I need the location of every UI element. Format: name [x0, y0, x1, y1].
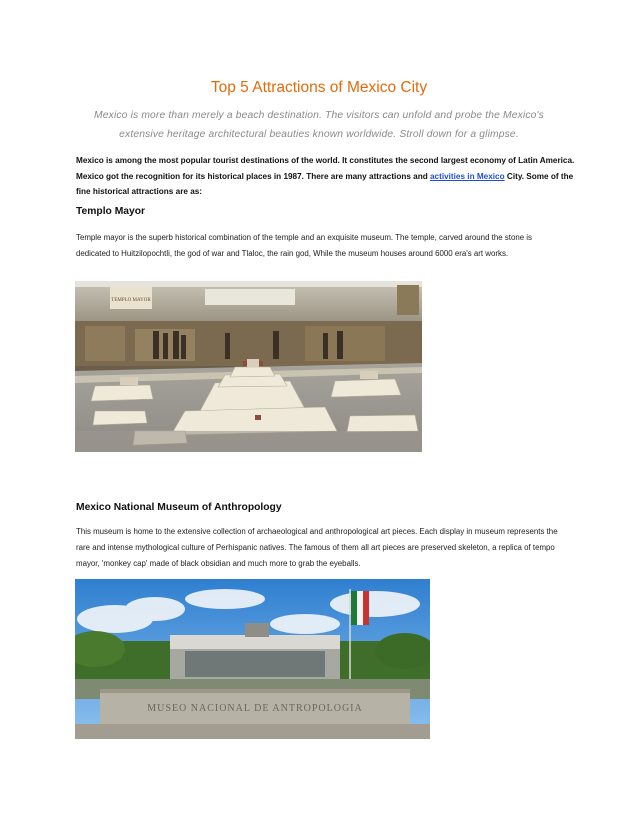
section-body-templo-mayor: Temple mayor is the superb historical combination of the temple and an exquisite museum. The temple, carved around the stone is dedicated to Huitzilopochtli, the god of war and Tlaloc, the rain god, While the museum houses around 6000 era's art works.	[76, 233, 532, 258]
intro-text-after: City. Some of the fine historical attractions are as:	[76, 171, 574, 196]
anthropology-museum-photo	[75, 579, 430, 739]
intro-paragraph	[76, 153, 576, 200]
templo-mayor-photo	[75, 281, 422, 452]
page-subtitle: Mexico is more than merely a beach destination. The visitors can unfold and probe the Mexico's extensive heritage architectural beauties known worldwide. Stroll down for a glimpse.	[94, 110, 544, 140]
museum-sign-text: MUSEO NACIONAL DE ANTROPOLOGIA	[147, 703, 363, 714]
section-body-anthropology-museum: This museum is home to the extensive collection of archaeological and anthropological art pieces. Each display in museum represents the rare and intense mythological culture of Perhispanic natives. The famous of them all art pieces are preserved skeleton, a replica of tempo mayor, 'monkey cap' made of black obsidian and much more to grab the eyeballs.	[76, 527, 558, 568]
section-heading-templo-mayor: Templo Mayor	[76, 206, 146, 217]
activities-link[interactable]: activities in Mexico	[429, 171, 505, 181]
intro-text-before: Mexico is among the most popular tourist destinations of the world. It constitutes the second largest economy of Latin America. Mexico got the recognition for its historical places in 1987. There are many attractions and	[76, 156, 575, 181]
page-title: Top 5 Attractions of Mexico City	[210, 79, 428, 96]
section-heading-anthropology-museum: Mexico National Museum of Anthropology	[76, 502, 282, 513]
templo-mayor-sign-text: TEMPLO MAYOR	[111, 298, 151, 303]
